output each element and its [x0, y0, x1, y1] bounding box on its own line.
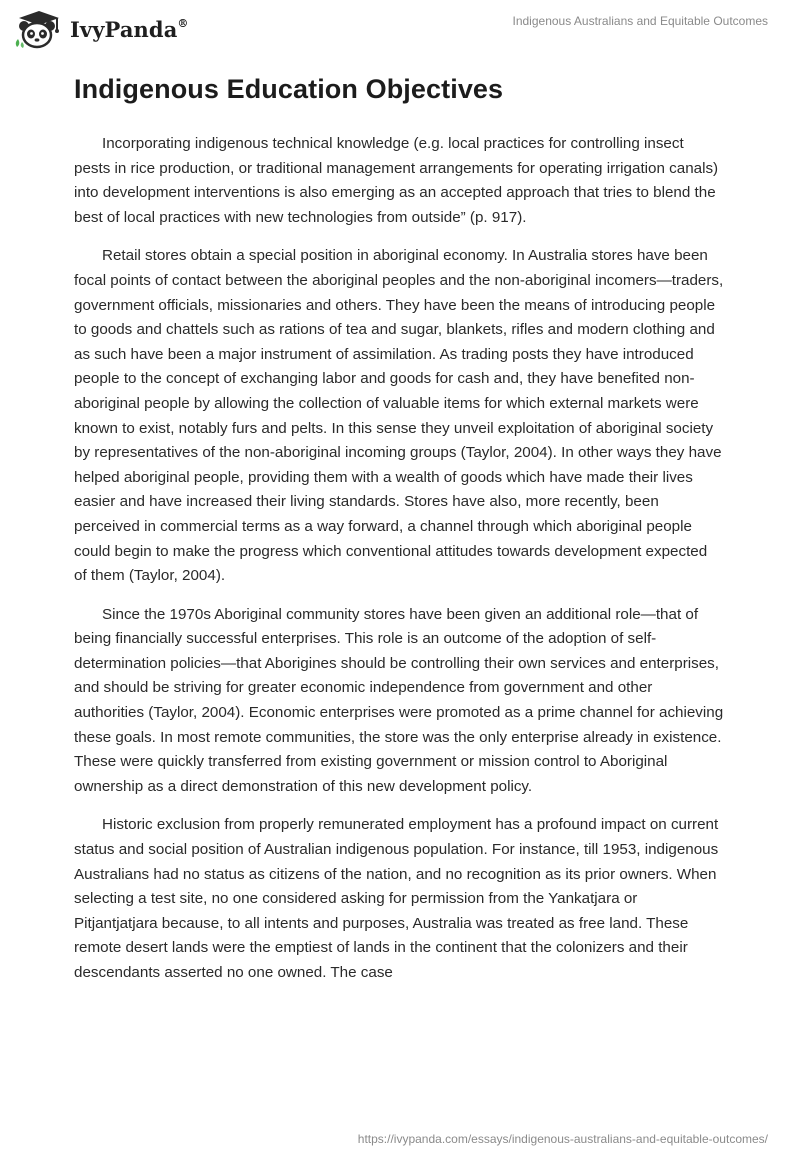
- paragraph: Historic exclusion from properly remunerated employment has a profound impact on current status and social position of Australian indigenous population. For instance, till 1953, indigenous Australians had no status as citizens of the nation, and no recognition as its prior owners. When selecting a test site, no one considered asking for permission from the Yankatjara or Pitjantjatjara because, to all intents and purposes, Australia was treated as free land. These remote desert lands were the emptiest of lands in the continent that the colonizers and their descendants asserted no one owned. The case: [74, 816, 719, 981]
- paragraph: Retail stores obtain a special position in aboriginal economy. In Australia stores have been focal points of contact between the aboriginal peoples and the non-aboriginal incomers—traders, government officials, missionaries and others. They have been the means of introducing people to goods and chattels such as rations of tea and sugar, blankets, rifles and modern clothing and as such have been a major instrument of assimilation. As trading posts they have introduced people to the concept of exchanging labor and goods for cash and, they have benefited non-aboriginal people by allowing the collection of valuable items for which external markets were known to exist, notably furs and pelts. In this sense they unveil exploitation of aboriginal society by representatives of the non-aboriginal incoming groups (Taylor, 2004). In other ways they have helped aboriginal people, providing them with a wealth of goods which have made their lives easier and have increased their living standards. Stores have also, more recently, been perceived in commercial terms as a way forward, a channel through which aboriginal people could begin to make the progress which conventional attitudes towards development expected of them (Taylor, 2004).: [74, 247, 724, 585]
- source-url[interactable]: https://ivypanda.com/essays/indigenous-australians-and-equitable-outcomes/: [357, 1132, 768, 1146]
- page-header: [0, 0, 800, 62]
- essay-body: [74, 132, 724, 1000]
- document-title: Indigenous Australians and Equitable Outcomes: [512, 14, 768, 28]
- paragraph: Since the 1970s Aboriginal community stores have been given an additional role—that of being financially successful enterprises. This role is an outcome of the adoption of self-determination policies—that Aborigines should be controlling their own services and enterprises, and should be striving for greater economic independence from government and other authorities (Taylor, 2004). Economic enterprises were promoted as a prime channel for achieving these goals. In most remote communities, the store was the only enterprise already in existence. These were quickly transferred from existing government or mission control to Aboriginal ownership as a direct demonstration of this new development policy.: [74, 605, 724, 795]
- logo-text: IvyPanda: [70, 16, 178, 42]
- panda-graduation-cap-icon: [14, 9, 64, 49]
- paragraph: Incorporating indigenous technical knowledge (e.g. local practices for controlling insect pests in rice production, or traditional management arrangements for operating irrigation canals) into development interventions is also emerging as an accepted approach that tries to blend the best of local practices with new technologies from outside” (p. 917).: [74, 135, 719, 226]
- ivypanda-logo[interactable]: [14, 8, 189, 50]
- page-title: Indigenous Education Objectives: [74, 74, 504, 104]
- logo-wordmark: [70, 17, 189, 42]
- registered-mark: ®: [177, 16, 189, 30]
